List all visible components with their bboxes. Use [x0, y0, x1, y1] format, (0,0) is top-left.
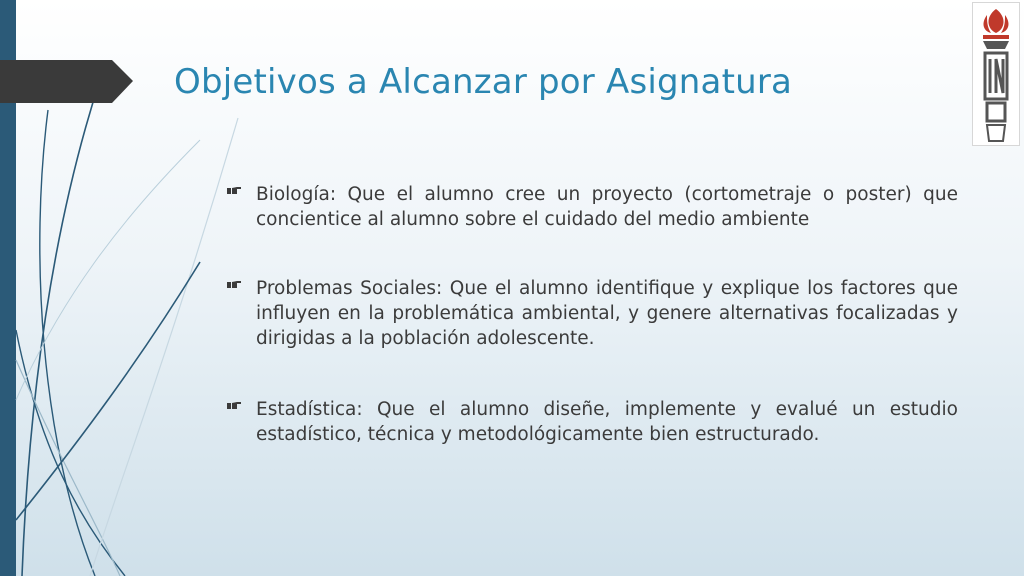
list-item-text: Estadística: Que el alumno diseñe, implemente y evalué un estudio estadístico, técnica y metodológicamente bien estructurado.	[256, 399, 958, 445]
list-item	[226, 182, 958, 232]
list-item-text: Problemas Sociales: Que el alumno identifique y explique los factores que influyen en la problemática ambiental, y genere alternativas focalizadas y dirigidas a la población adolescente.	[256, 278, 958, 349]
title-tab-arrow	[0, 60, 133, 103]
hand-pointing-right-icon	[226, 279, 242, 290]
torch-logo-icon	[973, 3, 1019, 145]
hand-pointing-right-icon	[226, 400, 242, 411]
list-item-text: Biología: Que el alumno cree un proyecto (cortometraje o poster) que concientice al alumno sobre el cuidado del medio ambiente	[256, 184, 958, 230]
hand-pointing-right-icon	[226, 185, 242, 196]
objectives-list	[226, 182, 958, 491]
institution-logo	[972, 2, 1020, 146]
list-item	[226, 397, 958, 447]
slide-title: Objetivos a Alcanzar por Asignatura	[174, 62, 793, 102]
list-item	[226, 276, 958, 351]
